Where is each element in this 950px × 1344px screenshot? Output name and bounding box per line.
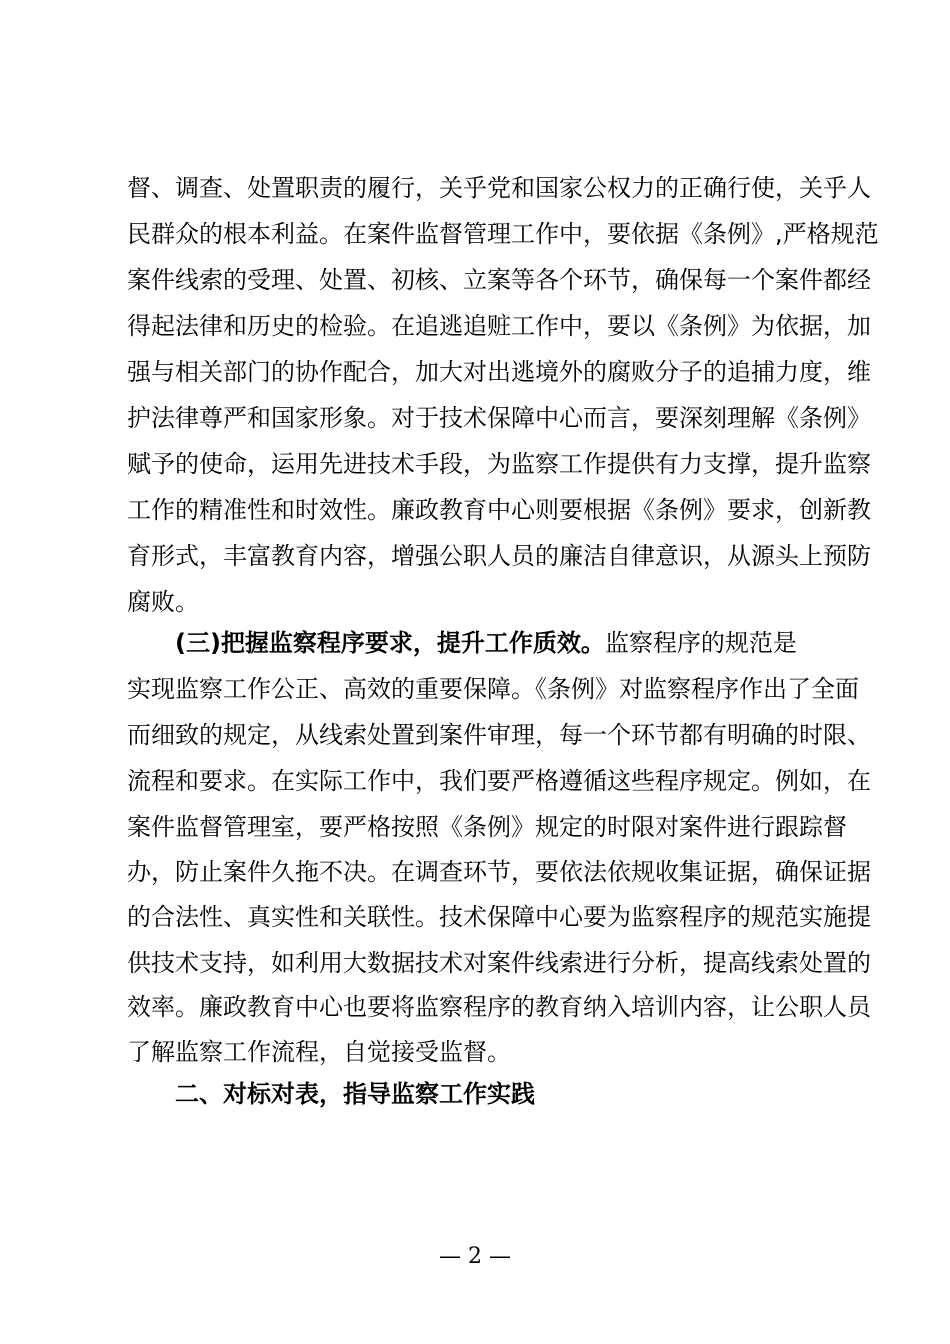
- paragraph-1-line-9: 育形式，丰富教育内容，增强公职人员的廉洁自律意识，从源头上预防: [127, 542, 871, 570]
- paragraph-1-line-4: 得起法律和历史的检验。在追逃追赃工作中，要以《条例》为依据，加: [127, 312, 871, 340]
- paragraph-2-line-6: 办，防止案件久拖不决。在调查环节，要依法依规收集证据，确保证据: [127, 858, 871, 886]
- paragraph-2-line-7: 的合法性、真实性和关联性。技术保障中心要为监察程序的规范实施提: [127, 903, 871, 931]
- paragraph-1-line-2: 民群众的根本利益。在案件监督管理工作中，要依据《条例》,严格规范: [127, 220, 879, 248]
- paragraph-1-line-10: 腐败。: [127, 588, 199, 616]
- paragraph-2-line-3: 而细致的规定，从线索处置到案件审理，每一个环节都有明确的时限、: [127, 721, 871, 749]
- paragraph-1-line-8: 工作的精准性和时效性。廉政教育中心则要根据《条例》要求，创新教: [127, 496, 871, 524]
- page-number: — 2 —: [439, 1244, 511, 1269]
- section-heading: 二、对标对表，指导监察工作实践: [175, 1080, 535, 1108]
- paragraph-2-line-2: 实现监察工作公正、高效的重要保障。《条例》对监察程序作出了全面: [127, 675, 859, 703]
- paragraph-2-line-1-rest: 监察程序的规范是: [604, 629, 797, 657]
- paragraph-2-line-5: 案件监督管理室，要严格按照《条例》规定的时限对案件进行跟踪督: [127, 813, 847, 841]
- paragraph-1-line-6: 护法律尊严和国家形象。对于技术保障中心而言，要深刻理解《条例》: [127, 404, 871, 432]
- paragraph-1-line-5: 强与相关部门的协作配合，加大对出逃境外的腐败分子的追捕力度，维: [127, 358, 871, 386]
- paragraph-2-line-10: 了解监察工作流程，自觉接受监督。: [127, 1038, 511, 1066]
- paragraph-2-line-1: [175, 628, 880, 658]
- paragraph-2-subhead: (三)把握监察程序要求，提升工作质效。: [175, 629, 605, 657]
- paragraph-1-line-3: 案件线索的受理、处置、初核、立案等各个环节，确保每一个案件都经: [127, 266, 871, 294]
- paragraph-2-line-4: 流程和要求。在实际工作中，我们要严格遵循这些程序规定。例如，在: [127, 767, 871, 795]
- paragraph-1-line-7: 赋予的使命，运用先进技术手段，为监察工作提供有力支撑，提升监察: [127, 450, 871, 478]
- paragraph-2-line-9: 效率。廉政教育中心也要将监察程序的教育纳入培训内容，让公职人员: [127, 993, 871, 1021]
- paragraph-2-line-8: 供技术支持，如利用大数据技术对案件线索进行分析，提高线索处置的: [127, 949, 871, 977]
- paragraph-1-line-1: 督、调查、处置职责的履行，关乎党和国家公权力的正确行使，关乎人: [127, 174, 871, 202]
